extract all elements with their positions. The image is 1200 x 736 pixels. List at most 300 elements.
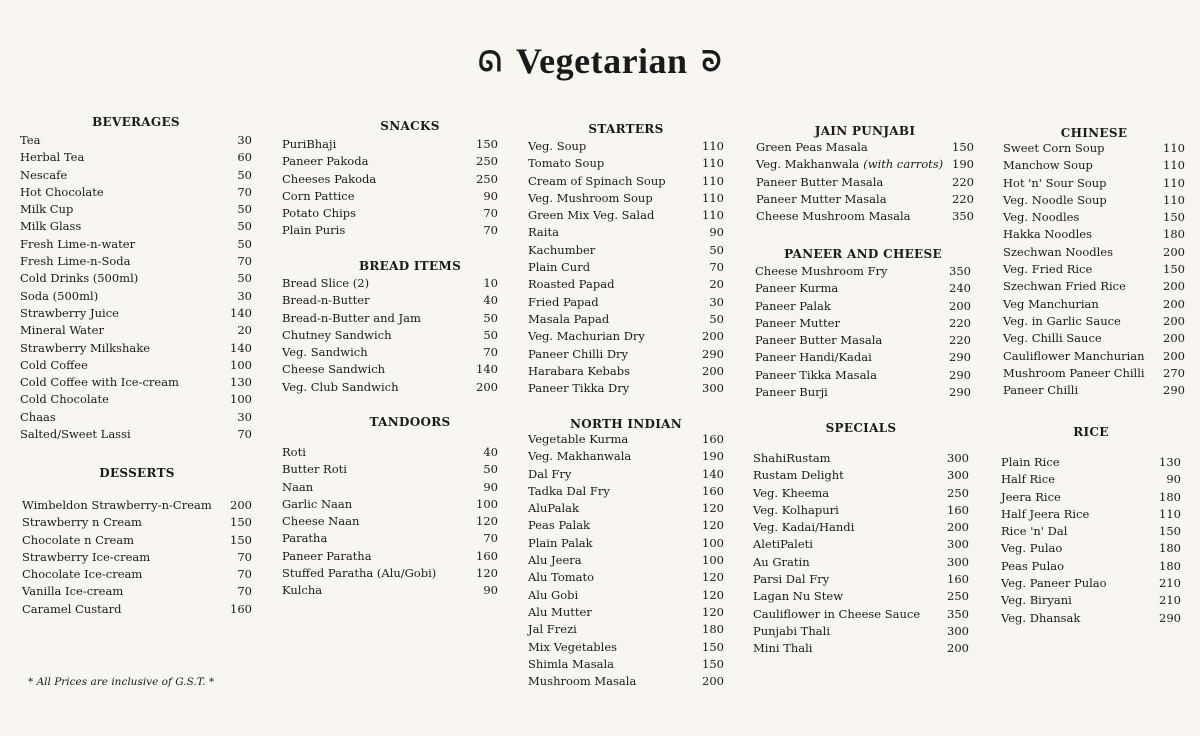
menu-item-price: 200 xyxy=(702,329,724,344)
menu-item-name: Caramel Custard xyxy=(22,601,122,616)
menu-item-name-wrap xyxy=(22,514,142,531)
menu-item-name: Manchow Soup xyxy=(1003,158,1093,173)
menu-item xyxy=(282,171,498,188)
menu-item-name-wrap xyxy=(756,139,868,156)
menu-section-north-indian xyxy=(528,417,724,690)
section-heading: BEVERAGES xyxy=(92,115,180,129)
menu-item xyxy=(755,280,971,297)
menu-item xyxy=(756,139,974,156)
menu-item-name: Alu Jeera xyxy=(528,553,582,568)
menu-item-name: Fresh Lime-n-Soda xyxy=(20,254,131,269)
menu-item-name-wrap xyxy=(528,242,595,259)
menu-item-name-wrap xyxy=(1001,454,1060,471)
menu-item xyxy=(282,361,498,378)
menu-item-price: 190 xyxy=(702,449,724,464)
menu-item-price: 200 xyxy=(1163,244,1185,259)
menu-item xyxy=(1003,296,1185,313)
menu-item-name: Paneer Kurma xyxy=(755,281,839,296)
menu-item-price: 200 xyxy=(702,674,724,689)
menu-item xyxy=(282,496,498,513)
menu-item-price: 180 xyxy=(1163,227,1185,242)
menu-item-name-wrap xyxy=(1003,330,1102,347)
menu-item-name-wrap xyxy=(1003,382,1078,399)
menu-item-name-wrap xyxy=(528,190,653,207)
menu-item xyxy=(753,502,969,519)
menu-item-price: 300 xyxy=(947,554,969,569)
menu-item-name: Raita xyxy=(528,225,559,240)
menu-item xyxy=(528,656,724,673)
menu-item-name: Cheese Naan xyxy=(282,514,360,529)
menu-item xyxy=(753,485,969,502)
menu-item-name: Cheese Sandwich xyxy=(282,362,386,377)
menu-item-name: Strawberry Ice-cream xyxy=(22,549,151,564)
menu-item-name: ShahiRustam xyxy=(753,451,831,465)
menu-item-name: Paneer Paratha xyxy=(282,548,372,563)
menu-item-name: Veg. Noodles xyxy=(1003,210,1080,225)
menu-item-name-wrap xyxy=(282,188,355,205)
menu-item xyxy=(20,357,252,374)
menu-item-name-wrap xyxy=(753,536,813,553)
menu-item-name: Paneer Mutter xyxy=(755,315,840,330)
menu-item-name: Bread-n-Butter and Jam xyxy=(282,310,421,325)
menu-item-name-wrap xyxy=(1001,523,1067,540)
menu-item xyxy=(282,344,498,361)
menu-item-name-wrap xyxy=(528,500,579,517)
menu-item xyxy=(20,409,252,426)
menu-item-name-wrap xyxy=(1003,226,1092,243)
menu-item-name-wrap xyxy=(753,485,829,502)
menu-item-price: 70 xyxy=(237,549,252,564)
menu-item-name-wrap xyxy=(20,374,179,391)
menu-item-name-wrap xyxy=(1001,592,1072,609)
menu-item-price: 220 xyxy=(949,315,971,330)
menu-item-name-wrap xyxy=(1001,610,1080,627)
menu-item-name-wrap xyxy=(20,426,131,443)
menu-item-name: Jal Frezi xyxy=(528,622,577,637)
menu-item-name: Cold Drinks (500ml) xyxy=(20,271,139,286)
menu-item xyxy=(528,363,724,380)
menu-item-price: 70 xyxy=(483,206,498,221)
menu-item xyxy=(1001,454,1181,471)
menu-item-name-wrap xyxy=(1001,471,1055,488)
menu-item xyxy=(753,519,969,536)
menu-item-price: 120 xyxy=(476,566,498,581)
menu-section-desserts xyxy=(22,466,252,618)
menu-item-price: 180 xyxy=(702,622,724,637)
menu-item-price: 90 xyxy=(1166,472,1181,487)
menu-item-price: 20 xyxy=(709,277,724,292)
menu-item xyxy=(1001,471,1181,488)
menu-item-name-wrap xyxy=(282,136,336,153)
menu-item-name: Veg. Biryani xyxy=(1001,593,1072,608)
menu-item xyxy=(282,444,498,461)
menu-item xyxy=(753,623,969,640)
menu-item-name: Cheese Mushroom Masala xyxy=(756,209,911,224)
menu-item-name-wrap xyxy=(528,569,594,586)
menu-item-price: 350 xyxy=(952,209,974,224)
menu-item xyxy=(755,332,971,349)
menu-item-name-wrap xyxy=(1003,313,1121,330)
menu-item-name: Fresh Lime-n-water xyxy=(20,236,136,251)
menu-item-name-wrap xyxy=(753,450,831,467)
menu-item-price: 200 xyxy=(1163,348,1185,363)
menu-item-price: 110 xyxy=(702,156,724,171)
menu-item-name: Wimbeldon Strawberry-n-Cream xyxy=(22,498,212,512)
menu-item-name: Tomato Soup xyxy=(528,156,605,171)
menu-item xyxy=(22,497,252,514)
menu-item-price: 150 xyxy=(1159,524,1181,539)
menu-item-price: 160 xyxy=(947,572,969,587)
menu-item xyxy=(1003,209,1185,226)
menu-item-name-wrap xyxy=(1001,575,1107,592)
menu-item-name-wrap xyxy=(528,380,629,397)
menu-item-name: Hot 'n' Sour Soup xyxy=(1003,175,1107,190)
menu-item-price: 120 xyxy=(702,518,724,533)
menu-item-price: 70 xyxy=(709,260,724,275)
menu-item-name: AluPalak xyxy=(528,501,579,516)
menu-item-name: Paneer Mutter Masala xyxy=(756,191,887,206)
menu-item-price: 160 xyxy=(947,502,969,517)
section-heading: SNACKS xyxy=(380,119,440,133)
menu-item-name-wrap xyxy=(528,173,666,190)
menu-item-name-wrap xyxy=(22,532,134,549)
menu-item-name-wrap xyxy=(22,583,123,600)
menu-item-name: Paneer Palak xyxy=(755,298,831,313)
menu-item-name-wrap xyxy=(528,207,654,224)
menu-item xyxy=(755,367,971,384)
menu-item-price: 350 xyxy=(949,264,971,278)
menu-item-name-wrap xyxy=(1003,175,1107,192)
menu-item-name-wrap xyxy=(528,552,582,569)
section-heading: SPECIALS xyxy=(825,421,897,435)
menu-item xyxy=(528,569,724,586)
menu-item-name: Veg. in Garlic Sauce xyxy=(1003,313,1121,328)
menu-item-name: Kachumber xyxy=(528,242,596,257)
menu-item xyxy=(753,554,969,571)
menu-item-name: Mix Vegetables xyxy=(528,639,618,654)
menu-item-price: 250 xyxy=(947,485,969,500)
menu-item-price: 110 xyxy=(702,173,724,188)
menu-item xyxy=(528,448,724,465)
menu-item-name: Hakka Noodles xyxy=(1003,227,1092,242)
menu-item xyxy=(528,138,724,155)
menu-item-price: 150 xyxy=(952,140,974,154)
menu-item-name: Paneer Pakoda xyxy=(282,154,369,169)
menu-item-name-wrap xyxy=(755,332,882,349)
menu-item-price: 210 xyxy=(1159,576,1181,591)
menu-item xyxy=(1001,558,1181,575)
menu-item-price: 70 xyxy=(483,223,498,238)
menu-item-price: 50 xyxy=(237,202,252,217)
menu-item xyxy=(756,191,974,208)
menu-item-name-wrap xyxy=(1001,558,1064,575)
section-heading: BREAD ITEMS xyxy=(358,259,462,273)
menu-item xyxy=(755,298,971,315)
menu-section-paneer-cheese xyxy=(755,247,971,401)
menu-item-price: 110 xyxy=(1163,175,1185,190)
menu-item-price: 200 xyxy=(949,298,971,313)
menu-item-name: Bread-n-Butter xyxy=(282,293,370,308)
menu-item-price: 300 xyxy=(947,623,969,638)
menu-item xyxy=(282,310,498,327)
menu-item xyxy=(753,450,969,467)
menu-item xyxy=(528,346,724,363)
menu-item-name-wrap xyxy=(528,346,628,363)
menu-item xyxy=(20,149,252,166)
menu-item-name: Tadka Dal Fry xyxy=(528,483,610,498)
menu-item-name-wrap xyxy=(1003,278,1126,295)
menu-item xyxy=(528,587,724,604)
menu-item-name-wrap xyxy=(528,259,590,276)
ornament-left-icon: ᘏ xyxy=(478,47,502,78)
menu-item xyxy=(1003,244,1185,261)
section-heading: NORTH INDIAN xyxy=(569,417,683,431)
menu-item xyxy=(528,155,724,172)
menu-item-price: 110 xyxy=(1159,506,1181,521)
menu-item-name-wrap xyxy=(282,444,306,461)
menu-item-name: Butter Roti xyxy=(282,462,347,477)
menu-item-name: Vanilla Ice-cream xyxy=(22,584,124,599)
menu-item-price: 150 xyxy=(230,515,252,530)
menu-item xyxy=(282,582,498,599)
menu-item xyxy=(1003,175,1185,192)
menu-item xyxy=(20,322,252,339)
menu-item xyxy=(1003,192,1185,209)
menu-item-name-wrap xyxy=(528,431,628,448)
menu-item-price: 160 xyxy=(230,601,252,616)
menu-item-name-wrap xyxy=(22,566,142,583)
menu-item-name: Bread Slice (2) xyxy=(282,276,370,290)
menu-item xyxy=(753,571,969,588)
menu-item-price: 120 xyxy=(702,587,724,602)
menu-item xyxy=(20,391,252,408)
menu-item-price: 50 xyxy=(237,236,252,251)
menu-item-name: Veg. Soup xyxy=(528,139,587,153)
menu-item-name: Paneer Burji xyxy=(755,385,828,400)
menu-item xyxy=(20,218,252,235)
page-title: Vegetarian xyxy=(515,41,688,81)
menu-item xyxy=(282,327,498,344)
menu-item-price: 110 xyxy=(1163,192,1185,207)
menu-item-price: 70 xyxy=(237,427,252,442)
menu-item-name-wrap xyxy=(753,588,843,605)
menu-item-price: 110 xyxy=(702,139,724,153)
menu-item-name: Punjabi Thali xyxy=(753,623,830,638)
menu-item-price: 200 xyxy=(1163,296,1185,311)
menu-item-name: Veg. Makhanwala xyxy=(528,449,632,464)
menu-item-name: Milk Glass xyxy=(20,219,82,234)
menu-item xyxy=(22,601,252,618)
menu-item-name-wrap xyxy=(282,496,352,513)
menu-item-name-wrap xyxy=(282,565,436,582)
menu-item xyxy=(528,207,724,224)
menu-item-name: Cream of Spinach Soup xyxy=(528,173,666,188)
menu-item-price: 200 xyxy=(1163,313,1185,328)
menu-item-name: Chaas xyxy=(20,409,56,424)
menu-item-price: 290 xyxy=(949,350,971,365)
menu-item xyxy=(1003,157,1185,174)
menu-item xyxy=(1003,382,1185,399)
menu-item-name: Alu Tomato xyxy=(528,570,595,585)
menu-item xyxy=(282,205,498,222)
menu-item-name: Alu Mutter xyxy=(528,604,592,619)
menu-item-name-wrap xyxy=(528,639,617,656)
menu-item xyxy=(1001,523,1181,540)
menu-item-name: Herbal Tea xyxy=(20,150,85,165)
menu-item-price: 140 xyxy=(230,340,252,355)
menu-item-name: Veg Manchurian xyxy=(1003,296,1099,311)
menu-item xyxy=(20,426,252,443)
menu-item-price: 100 xyxy=(702,553,724,568)
menu-item-name-wrap xyxy=(753,519,854,536)
menu-item-name: Veg. Club Sandwich xyxy=(282,379,399,394)
menu-item xyxy=(20,184,252,201)
menu-item xyxy=(528,328,724,345)
menu-item-name-wrap xyxy=(755,349,872,366)
menu-item-price: 120 xyxy=(702,501,724,516)
menu-item-price: 200 xyxy=(702,363,724,378)
menu-item-name: Paneer Chilli xyxy=(1003,383,1079,398)
menu-section-specials xyxy=(753,421,969,658)
menu-section-jain-punjabi xyxy=(756,124,974,225)
menu-item xyxy=(528,173,724,190)
menu-item-name-wrap xyxy=(1003,261,1092,278)
menu-item xyxy=(22,549,252,566)
menu-item-name: Roasted Papad xyxy=(528,277,615,292)
menu-item-name-wrap xyxy=(1003,140,1104,157)
menu-item-name: Masala Papad xyxy=(528,311,610,326)
menu-item-name: Vegetable Kurma xyxy=(528,432,629,446)
menu-item-name-wrap xyxy=(282,582,322,599)
menu-item-price: 70 xyxy=(237,254,252,269)
menu-item-name-wrap xyxy=(756,208,911,225)
menu-item xyxy=(20,253,252,270)
menu-item-price: 290 xyxy=(949,367,971,382)
menu-item xyxy=(528,276,724,293)
menu-section-beverages xyxy=(20,115,252,443)
menu-item-price: 150 xyxy=(702,656,724,671)
menu-item xyxy=(282,188,498,205)
menu-item-price: 290 xyxy=(1163,383,1185,398)
menu-item-price: 200 xyxy=(230,498,252,512)
menu-item xyxy=(1003,348,1185,365)
menu-item-name-wrap xyxy=(20,236,135,253)
menu-item-price: 300 xyxy=(702,381,724,396)
menu-item xyxy=(20,288,252,305)
menu-item-name-wrap xyxy=(282,153,368,170)
menu-item xyxy=(22,532,252,549)
menu-item-price: 270 xyxy=(1163,365,1185,380)
menu-item xyxy=(282,479,498,496)
menu-item xyxy=(528,380,724,397)
menu-item-name-wrap xyxy=(20,305,119,322)
menu-item-name: Roti xyxy=(282,445,306,459)
menu-item-price: 290 xyxy=(702,346,724,361)
section-heading: RICE xyxy=(1073,425,1109,439)
menu-item xyxy=(282,513,498,530)
menu-item-price: 50 xyxy=(483,462,498,477)
menu-item-name-wrap xyxy=(755,263,888,280)
menu-item-price: 300 xyxy=(947,451,969,465)
menu-item-price: 40 xyxy=(483,293,498,308)
menu-item xyxy=(756,174,974,191)
menu-item-price: 30 xyxy=(709,294,724,309)
menu-item-price: 220 xyxy=(952,174,974,189)
menu-item-price: 50 xyxy=(237,167,252,182)
menu-item-name-wrap xyxy=(755,315,840,332)
menu-item xyxy=(753,536,969,553)
menu-item-name: Mineral Water xyxy=(20,323,104,338)
menu-item-name-wrap xyxy=(528,155,604,172)
menu-item xyxy=(1001,610,1181,627)
menu-item-name: Paneer Chilli Dry xyxy=(528,346,629,361)
menu-item-name: Mushroom Paneer Chilli xyxy=(1003,365,1145,380)
menu-item xyxy=(282,461,498,478)
menu-item-name-wrap xyxy=(282,275,369,292)
menu-item-name-wrap xyxy=(528,448,631,465)
menu-item-name: Au Gratin xyxy=(753,554,810,569)
menu-item-name: Green Mix Veg. Salad xyxy=(528,208,655,223)
menu-item xyxy=(755,315,971,332)
menu-item-name-wrap xyxy=(20,270,138,287)
menu-item-name-wrap xyxy=(528,656,614,673)
menu-item-price: 200 xyxy=(1163,331,1185,346)
menu-item-name: Chocolate n Cream xyxy=(22,532,135,547)
menu-item-price: 160 xyxy=(476,548,498,563)
menu-item xyxy=(20,236,252,253)
menu-item-name-wrap xyxy=(282,548,372,565)
menu-item-name-wrap xyxy=(20,218,81,235)
menu-item-name: Paneer Butter Masala xyxy=(756,174,884,189)
ornament-right-icon: ᘐ xyxy=(701,47,722,78)
menu-item-price: 250 xyxy=(947,589,969,604)
menu-item xyxy=(528,242,724,259)
menu-item-name: Sweet Corn Soup xyxy=(1003,141,1105,155)
menu-item-name-wrap xyxy=(282,379,399,396)
section-heading: DESSERTS xyxy=(99,466,175,480)
menu-section-tandoors xyxy=(282,415,498,600)
menu-item-price: 50 xyxy=(483,310,498,325)
menu-item-price: 140 xyxy=(230,305,252,320)
menu-item xyxy=(282,136,498,153)
menu-item-name-wrap xyxy=(528,587,578,604)
menu-item xyxy=(1001,489,1181,506)
menu-item-name: Peas Palak xyxy=(528,518,591,533)
menu-item-name-wrap xyxy=(755,298,831,315)
menu-item-price: 50 xyxy=(709,242,724,257)
menu-item-name: Chocolate Ice-cream xyxy=(22,567,143,582)
menu-item xyxy=(528,294,724,311)
menu-item-name-wrap xyxy=(756,191,887,208)
menu-item-name: Cold Coffee with Ice-cream xyxy=(20,375,179,390)
menu-item-name: Szechwan Fried Rice xyxy=(1003,279,1126,294)
menu-section-starters xyxy=(528,122,724,397)
menu-item xyxy=(755,263,971,280)
menu-item-price: 180 xyxy=(1159,541,1181,556)
menu-item-name-wrap xyxy=(528,224,559,241)
menu-item-name: Strawberry n Cream xyxy=(22,515,142,530)
menu-item-price: 70 xyxy=(483,345,498,360)
menu-item xyxy=(1003,330,1185,347)
menu-item-name: Cold Coffee xyxy=(20,357,88,372)
menu-item-price: 90 xyxy=(483,188,498,203)
menu-item xyxy=(528,621,724,638)
menu-item xyxy=(282,379,498,396)
menu-item xyxy=(528,431,724,448)
menu-item-price: 240 xyxy=(949,281,971,296)
menu-item-name: AletiPaleti xyxy=(753,537,813,552)
menu-item-name-wrap xyxy=(20,357,88,374)
